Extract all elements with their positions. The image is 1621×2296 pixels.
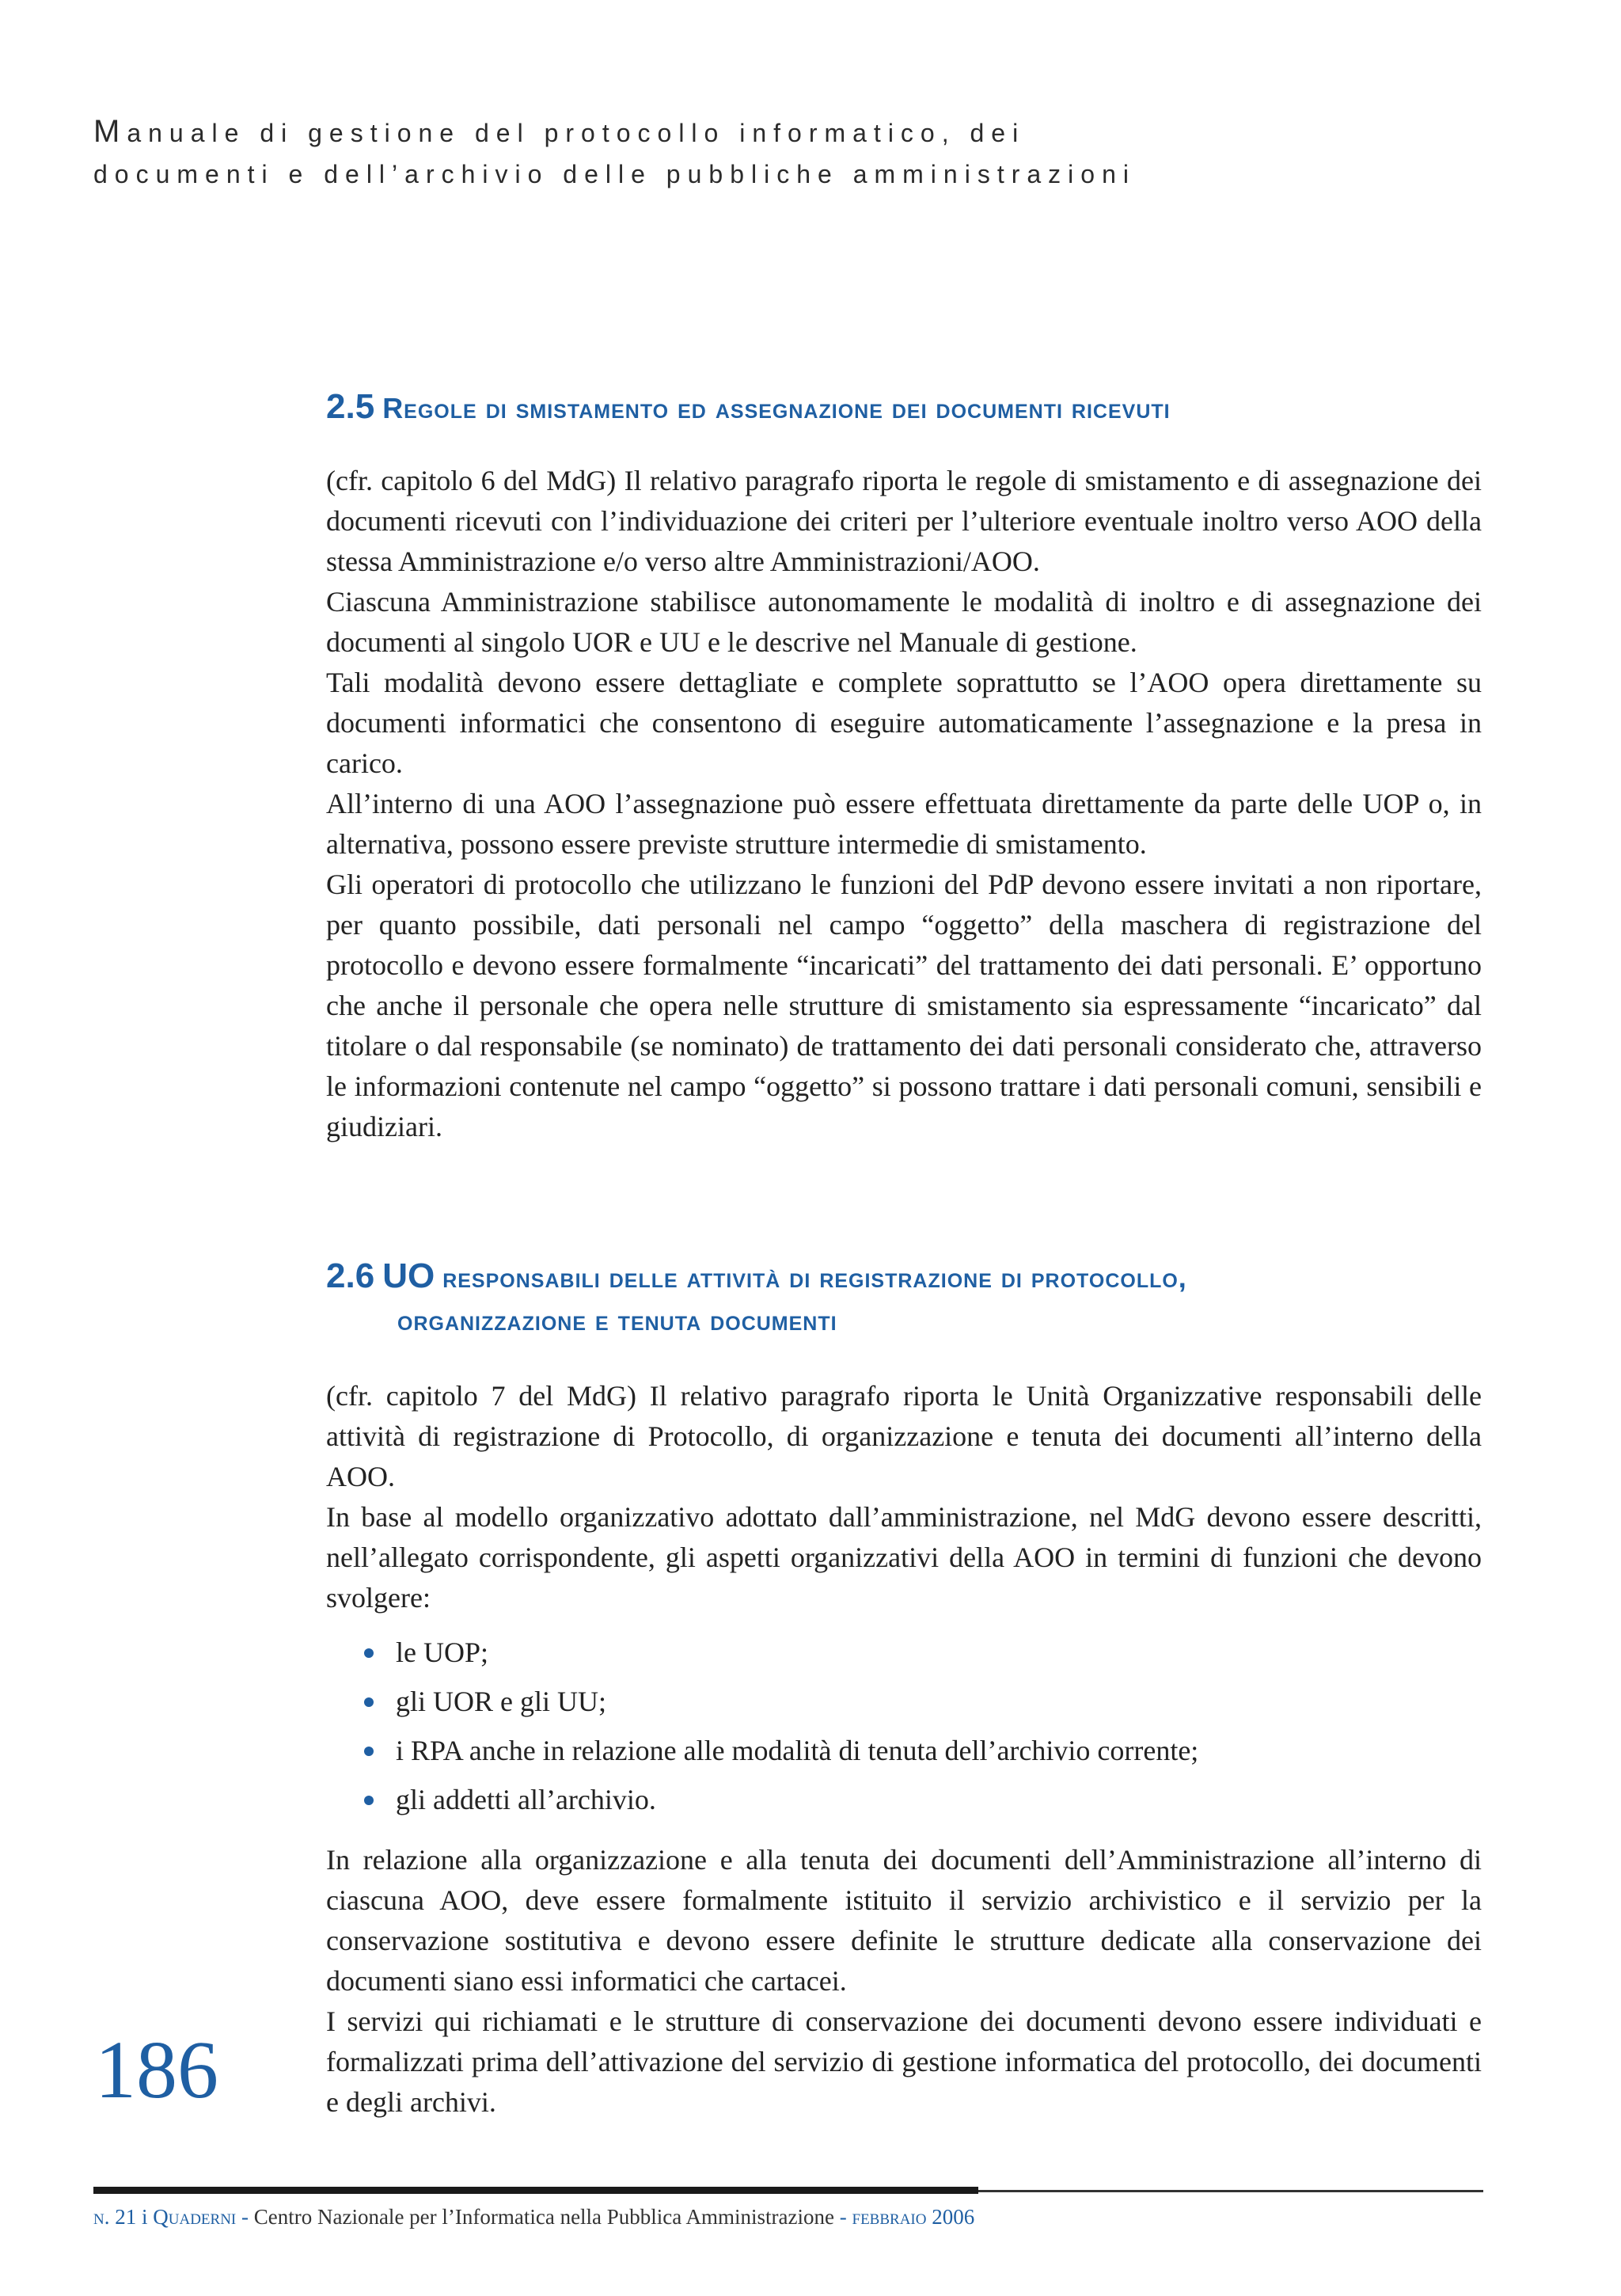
paragraph: In base al modello organizzativo adottato dall’amministrazione, nel MdG devono essere descritti, nell’allegato corrispondente, gli aspetti organizzativi della AOO in termini di funzioni che devono svolgere: [326, 1501, 1482, 1614]
bullet-icon [364, 1747, 374, 1756]
section-2-5-body [326, 461, 1482, 1147]
paragraph: In relazione alla organizzazione e alla tenuta dei documenti dell’Amministrazione all’interno di ciascuna AOO, deve essere formalmente istituito il servizio archivistico e il servizio per la conservazione sostitutiva e devono essere definite le strutture dedicate alla conservazione dei documenti siano essi informatici che cartacei. [326, 1844, 1482, 1997]
footer-date: febbraio 2006 [852, 2205, 975, 2229]
section-2-6-title-line-1: responsabili delle attività di registrazione di protocollo, [442, 1261, 1187, 1294]
section-2-6-body [326, 1376, 1482, 2123]
running-header [93, 111, 1486, 195]
running-header-initial: M [93, 114, 127, 149]
footer-rule [93, 2190, 1483, 2192]
page-number: 186 [95, 2024, 218, 2115]
list-item [364, 1628, 1482, 1677]
footer-dash: - [241, 2205, 249, 2229]
paragraph: (cfr. capitolo 7 del MdG) Il relativo paragrafo riporta le Unità Organizzative responsabili delle attività di registrazione di Protocollo, di organizzazione e tenuta dei documenti all’interno della AOO. [326, 1380, 1482, 1492]
section-2-6-heading [326, 1255, 1482, 1342]
list-item [364, 1677, 1482, 1726]
paragraph: All’interno di una AOO l’assegnazione può essere effettuata direttamente da parte delle UOP o, in alternativa, possono essere previste strutture intermedie di smistamento. [326, 788, 1482, 860]
footer-rule-thick [93, 2187, 978, 2194]
bullet-icon [364, 1796, 374, 1805]
footer-publisher: Centro Nazionale per l’Informatica nella Pubblica Amministrazione [253, 2205, 834, 2229]
list-item-text: gli UOR e gli UU; [396, 1686, 606, 1717]
paragraph: I servizi qui richiamati e le strutture di conservazione dei documenti devono essere individuati e formalizzati prima dell’attivazione del servizio di gestione informatica del protocollo, dei documenti e degli archivi. [326, 2005, 1482, 2118]
list-item [364, 1775, 1482, 1824]
section-2-6-title-line-2: organizzazione e tenuta documenti [397, 1304, 837, 1336]
running-header-line-1-text: anuale di gestione del protocollo informatico, dei [127, 119, 1026, 147]
bullet-list [326, 1628, 1482, 1824]
running-header-line-1 [93, 111, 1486, 154]
list-item-text: i RPA anche in relazione alle modalità di tenuta dell’archivio corrente; [396, 1735, 1199, 1766]
list-item-text: le UOP; [396, 1636, 488, 1668]
paragraph: Gli operatori di protocollo che utilizzano le funzioni del PdP devono essere invitati a non riportare, per quanto possibile, dati personali nel campo “oggetto” della maschera di registrazione del protocollo e devono essere formalmente “incaricati” del trattamento dei dati personali. E’ opportuno che anche il personale che opera nelle strutture di smistamento sia espressamente “incaricato” dal titolare o dal responsabile (se nominato) de trattamento dei dati personali considerato che, attraverso le informazioni contenute nel campo “oggetto” si possono trattare i dati personali comuni, sensibili e giudiziari. [326, 869, 1482, 1142]
paragraph: Ciascuna Amministrazione stabilisce autonomamente le modalità di inoltro e di assegnazione dei documenti al singolo UOR e UU e le descrive nel Manuale di gestione. [326, 586, 1482, 658]
section-2-6-number: 2.6 [326, 1256, 375, 1295]
footer [93, 2205, 974, 2229]
footer-issue: n. 21 [93, 2205, 137, 2229]
paragraph: (cfr. capitolo 6 del MdG) Il relativo paragrafo riporta le regole di smistamento e di assegnazione dei documenti ricevuti con l’individuazione dei criteri per l’ulteriore eventuale inoltro verso AOO della stessa Amministrazione e/o verso altre Amministrazioni/AOO. [326, 465, 1482, 577]
footer-separator: i [141, 2205, 148, 2229]
bullet-icon [364, 1697, 374, 1707]
section-2-5-heading [326, 386, 1482, 430]
footer-series: Quaderni [153, 2205, 237, 2229]
bullet-icon [364, 1648, 374, 1658]
list-item [364, 1726, 1482, 1775]
paragraph: Tali modalità devono essere dettagliate e complete soprattutto se l’AOO opera direttamente su documenti informatici che consentono di eseguire automaticamente l’assegnazione e la presa in carico. [326, 667, 1482, 779]
section-2-5-number: 2.5 [326, 387, 375, 426]
section-2-5-title: Regole di smistamento ed assegnazione dei documenti ricevuti [382, 392, 1171, 424]
section-2-6-title-acronym: UO [382, 1256, 435, 1295]
list-item-text: gli addetti all’archivio. [396, 1784, 656, 1815]
running-header-line-2: documenti e dell’archivio delle pubbliche amministrazioni [93, 160, 1136, 188]
footer-dash: - [839, 2205, 847, 2229]
